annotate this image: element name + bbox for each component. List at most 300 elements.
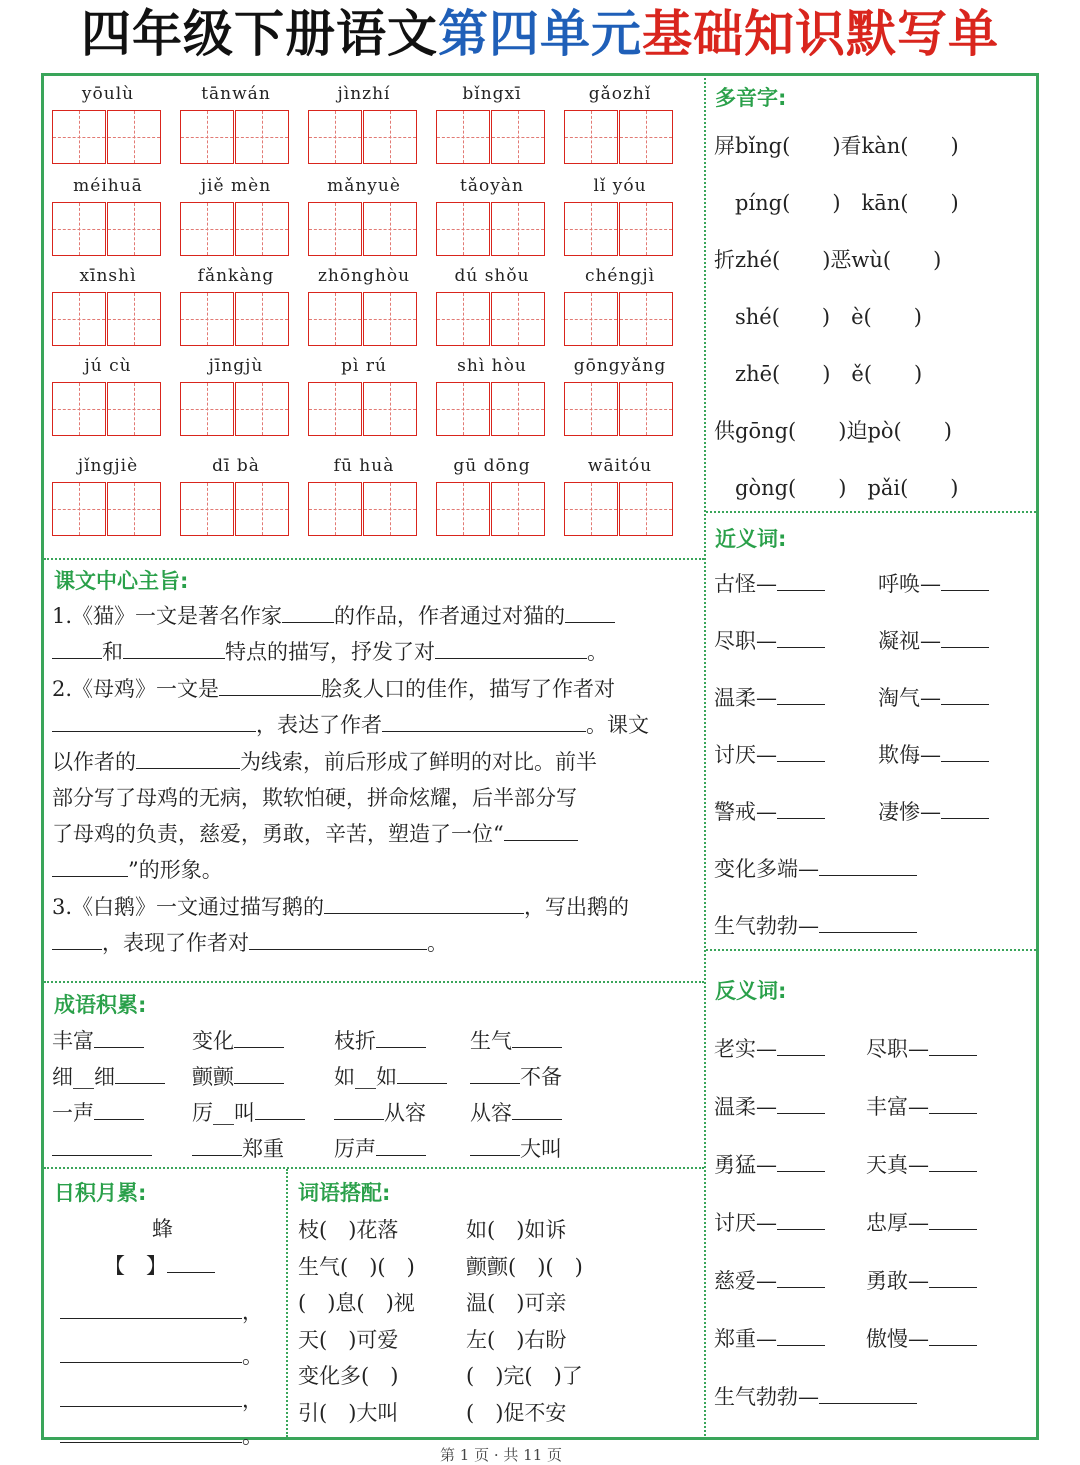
fanyi-item bbox=[714, 1265, 825, 1295]
blank[interactable] bbox=[929, 1265, 977, 1288]
writing-box[interactable] bbox=[619, 202, 673, 256]
chengyu-item bbox=[334, 1025, 426, 1055]
writing-box[interactable] bbox=[619, 110, 673, 164]
chengyu-word: 不备 bbox=[520, 1065, 562, 1089]
text: 。 bbox=[587, 640, 608, 664]
pinyin-text: mǎnyuè bbox=[327, 176, 401, 196]
writing-box[interactable] bbox=[491, 382, 545, 436]
text: 了母鸡的负责，慈爱，勇敢，辛苦，塑造了一位“ bbox=[52, 822, 504, 846]
writing-box[interactable] bbox=[180, 292, 234, 346]
blank[interactable] bbox=[819, 853, 917, 876]
writing-box[interactable] bbox=[436, 202, 490, 256]
blank[interactable] bbox=[929, 1033, 977, 1056]
blank[interactable] bbox=[777, 1091, 825, 1114]
section-divider bbox=[44, 1167, 704, 1169]
jinyi-word: 凝视— bbox=[878, 629, 941, 653]
blank[interactable] bbox=[52, 1133, 152, 1156]
writing-box[interactable] bbox=[107, 382, 161, 436]
kewen-line bbox=[52, 598, 615, 634]
blank[interactable] bbox=[470, 1133, 520, 1156]
dapei-item: 左( )右盼 bbox=[466, 1327, 567, 1352]
fanyi-word: 勇猛— bbox=[714, 1153, 777, 1177]
pinyin-text: jú cù bbox=[84, 356, 132, 376]
kewen-line: 部分写了母鸡的无病，欺软怕硬，拼命炫耀，后半部分写 bbox=[52, 786, 577, 810]
jinyi-word: 警戒— bbox=[714, 800, 777, 824]
writing-box[interactable] bbox=[491, 292, 545, 346]
fanyi-item bbox=[866, 1207, 977, 1237]
chengyu-word: 生气 bbox=[470, 1029, 512, 1053]
jinyi-word: 变化多端— bbox=[714, 857, 819, 881]
duoyin-heading: 多音字: bbox=[715, 86, 787, 110]
pinyin-text: zhōnghòu bbox=[317, 266, 411, 286]
fanyi-word: 老实— bbox=[714, 1037, 777, 1061]
chengyu-item bbox=[470, 1133, 562, 1163]
writing-box[interactable] bbox=[564, 382, 618, 436]
dapei-heading: 词语搭配: bbox=[298, 1181, 391, 1205]
writing-box[interactable] bbox=[52, 482, 106, 536]
duoyin-line: shé( ) è( ) bbox=[714, 305, 922, 329]
chengyu-item bbox=[52, 1097, 144, 1127]
riji-heading: 日积月累: bbox=[54, 1181, 147, 1205]
pinyin-text: chéngjì bbox=[584, 266, 656, 286]
dapei-item: 变化多( ) bbox=[298, 1364, 399, 1388]
jinyi-item bbox=[714, 568, 825, 598]
pinyin-text: shì hòu bbox=[457, 356, 527, 376]
blank[interactable] bbox=[219, 673, 321, 696]
fanyi-word: 天真— bbox=[866, 1153, 929, 1177]
pinyin-cell bbox=[308, 84, 420, 142]
kewen-heading: 课文中心主旨: bbox=[54, 569, 189, 593]
kewen-line bbox=[52, 634, 608, 670]
jinyi-word: 讨厌— bbox=[714, 743, 777, 767]
writing-box[interactable] bbox=[107, 202, 161, 256]
dapei-item: 天( )可爱 bbox=[298, 1327, 399, 1352]
writing-box[interactable] bbox=[363, 382, 417, 436]
jinyi-item bbox=[714, 739, 825, 769]
pinyin-text: tānwán bbox=[201, 84, 271, 104]
pinyin-text: jǐngjiè bbox=[77, 456, 139, 476]
writing-box[interactable] bbox=[107, 482, 161, 536]
jinyi-item bbox=[714, 796, 825, 826]
text: 1.《猫》一文是著名作家 bbox=[52, 604, 283, 628]
page-footer: 第 1 页 · 共 11 页 bbox=[440, 1446, 563, 1464]
writing-box[interactable] bbox=[363, 110, 417, 164]
pinyin-text: xīnshì bbox=[79, 266, 137, 286]
blank[interactable] bbox=[929, 1323, 977, 1346]
pinyin-cell bbox=[308, 176, 420, 234]
blank[interactable] bbox=[504, 818, 578, 841]
pinyin-cell bbox=[564, 84, 676, 142]
writing-box[interactable] bbox=[235, 292, 289, 346]
writing-box[interactable] bbox=[235, 202, 289, 256]
dapei-item: 引( )大叫 bbox=[298, 1400, 399, 1425]
duoyin-line: zhē( ) ě( ) bbox=[714, 362, 923, 386]
fanyi-item bbox=[866, 1265, 977, 1295]
chengyu-item bbox=[470, 1097, 562, 1127]
jinyi-word: 淘气— bbox=[878, 686, 941, 710]
pinyin-cell bbox=[180, 356, 292, 414]
bracket: 【 】 bbox=[104, 1254, 167, 1278]
blank[interactable] bbox=[52, 927, 102, 950]
kewen-line bbox=[52, 744, 597, 780]
writing-box[interactable] bbox=[52, 110, 106, 164]
pinyin-text: méihuā bbox=[73, 176, 143, 196]
blank[interactable] bbox=[777, 568, 825, 591]
fanyi-heading: 反义词: bbox=[715, 979, 787, 1003]
pinyin-cell bbox=[308, 266, 420, 324]
jinyi-item bbox=[878, 682, 989, 712]
pinyin-cell bbox=[52, 356, 164, 414]
writing-box[interactable] bbox=[363, 292, 417, 346]
pinyin-cell bbox=[180, 456, 292, 514]
text: 特点的描写，抒发了对 bbox=[225, 640, 435, 664]
pinyin-text: fǎnkàng bbox=[197, 266, 275, 286]
writing-box[interactable] bbox=[436, 292, 490, 346]
dapei-item: 枝( )花落 bbox=[298, 1218, 399, 1242]
fanyi-item bbox=[866, 1149, 977, 1179]
fanyi-item bbox=[714, 1033, 825, 1063]
pinyin-cell bbox=[52, 456, 164, 514]
writing-box[interactable] bbox=[308, 110, 362, 164]
writing-box[interactable] bbox=[180, 482, 234, 536]
kewen-line bbox=[52, 852, 223, 888]
pinyin-text: bǐngxī bbox=[462, 84, 522, 104]
blank[interactable] bbox=[192, 1133, 242, 1156]
dapei-item: 生气( )( ) bbox=[298, 1254, 415, 1279]
pinyin-cell bbox=[564, 356, 676, 414]
section-divider bbox=[706, 949, 1036, 951]
chengyu-word: 一声 bbox=[52, 1101, 94, 1125]
title-part-sheet: 基础知识默写单 bbox=[642, 5, 999, 63]
fanyi-word: 忠厚— bbox=[866, 1211, 929, 1235]
page-title bbox=[0, 0, 1080, 72]
pinyin-text: yōulù bbox=[81, 84, 135, 104]
blank[interactable] bbox=[941, 682, 989, 705]
blank[interactable] bbox=[397, 1061, 447, 1084]
blank[interactable] bbox=[929, 1091, 977, 1114]
text: 和 bbox=[102, 640, 123, 664]
blank[interactable] bbox=[565, 600, 615, 623]
blank[interactable] bbox=[941, 796, 989, 819]
jinyi-item bbox=[878, 625, 989, 655]
text: 。 bbox=[427, 931, 448, 955]
chengyu-word: 枝折 bbox=[334, 1029, 376, 1053]
fanyi-item bbox=[714, 1381, 917, 1411]
writing-box[interactable] bbox=[235, 482, 289, 536]
pinyin-cell bbox=[436, 356, 548, 414]
jinyi-item bbox=[714, 853, 917, 883]
writing-box[interactable] bbox=[52, 292, 106, 346]
pinyin-text: gōngyǎng bbox=[573, 356, 667, 376]
pinyin-text: dī bà bbox=[212, 456, 260, 476]
writing-box[interactable] bbox=[107, 292, 161, 346]
jinyi-item bbox=[714, 910, 917, 940]
fanyi-word: 讨厌— bbox=[714, 1211, 777, 1235]
blank[interactable] bbox=[777, 1265, 825, 1288]
blank[interactable] bbox=[435, 636, 587, 659]
blank[interactable] bbox=[929, 1149, 977, 1172]
blank[interactable] bbox=[777, 1323, 825, 1346]
text: 3.《白鹅》一文通过描写鹅的 bbox=[52, 895, 325, 919]
writing-box[interactable] bbox=[436, 382, 490, 436]
fanyi-word: 勇敢— bbox=[866, 1269, 929, 1293]
writing-box[interactable] bbox=[564, 482, 618, 536]
blank[interactable] bbox=[60, 1384, 242, 1407]
poem-line: 。 bbox=[60, 1340, 263, 1370]
blank[interactable] bbox=[60, 1420, 242, 1443]
kewen-line bbox=[52, 816, 578, 852]
writing-box[interactable] bbox=[619, 292, 673, 346]
pinyin-cell bbox=[180, 176, 292, 234]
blank[interactable] bbox=[115, 1061, 165, 1084]
pinyin-cell bbox=[436, 456, 548, 514]
writing-box[interactable] bbox=[308, 482, 362, 536]
pinyin-text: jīngjù bbox=[208, 356, 264, 376]
pinyin-text: wāitóu bbox=[587, 456, 653, 476]
chengyu-word: 变化 bbox=[192, 1029, 234, 1053]
writing-box[interactable] bbox=[180, 110, 234, 164]
pinyin-cell bbox=[308, 456, 420, 514]
writing-box[interactable] bbox=[564, 202, 618, 256]
pinyin-cell bbox=[564, 456, 676, 514]
text: ，写出鹅的 bbox=[524, 895, 630, 919]
fanyi-word: 傲慢— bbox=[866, 1327, 929, 1351]
poem-line: ， bbox=[60, 1384, 263, 1414]
writing-box[interactable] bbox=[491, 202, 545, 256]
fanyi-word: 温柔— bbox=[714, 1095, 777, 1119]
blank[interactable] bbox=[777, 625, 825, 648]
blank[interactable] bbox=[234, 1061, 284, 1084]
jinyi-word: 尽职— bbox=[714, 629, 777, 653]
duoyin-line: 屏bǐng( )看kàn( ) bbox=[714, 134, 959, 158]
text: ”的形象。 bbox=[128, 858, 223, 882]
blank[interactable] bbox=[941, 739, 989, 762]
text: 为线索，前后形成了鲜明的对比。前半 bbox=[240, 750, 597, 774]
chengyu-item bbox=[192, 1061, 284, 1091]
fanyi-item bbox=[714, 1323, 825, 1353]
title-part-unit: 第四单元 bbox=[438, 5, 642, 63]
blank[interactable] bbox=[512, 1025, 562, 1048]
fanyi-item bbox=[866, 1323, 977, 1353]
text: ，表现了作者对 bbox=[102, 931, 249, 955]
pinyin-text: jiě mèn bbox=[200, 176, 272, 196]
blank[interactable] bbox=[777, 796, 825, 819]
blank[interactable] bbox=[470, 1061, 520, 1084]
text: 脍炙人口的佳作，描写了作者对 bbox=[321, 677, 616, 701]
pinyin-text: jìnzhí bbox=[337, 84, 391, 104]
pinyin-text: tǎoyàn bbox=[460, 176, 524, 196]
fanyi-word: 生气勃勃— bbox=[714, 1385, 819, 1409]
fanyi-word: 丰富— bbox=[866, 1095, 929, 1119]
writing-box[interactable] bbox=[180, 202, 234, 256]
pinyin-cell bbox=[52, 266, 164, 324]
blank[interactable] bbox=[136, 746, 240, 769]
writing-box[interactable] bbox=[308, 382, 362, 436]
chengyu-word: 厉声 bbox=[334, 1137, 376, 1161]
blank[interactable] bbox=[777, 1033, 825, 1056]
jinyi-word: 温柔— bbox=[714, 686, 777, 710]
writing-box[interactable] bbox=[564, 292, 618, 346]
blank[interactable] bbox=[334, 1097, 384, 1120]
jinyi-word: 呼唤— bbox=[878, 572, 941, 596]
pinyin-text: lǐ yóu bbox=[593, 176, 647, 196]
writing-box[interactable] bbox=[491, 482, 545, 536]
blank[interactable] bbox=[249, 927, 427, 950]
blank[interactable] bbox=[512, 1097, 562, 1120]
chengyu-item bbox=[52, 1025, 144, 1055]
duoyin-line: gòng( ) pǎi( ) bbox=[714, 476, 959, 500]
pinyin-text: pì rú bbox=[341, 356, 387, 376]
blank[interactable] bbox=[376, 1025, 426, 1048]
dapei-item: ( )促不安 bbox=[466, 1400, 567, 1425]
poem-line: ， bbox=[60, 1296, 263, 1326]
section-divider bbox=[706, 511, 1036, 513]
blank[interactable] bbox=[941, 625, 989, 648]
jinyi-item bbox=[714, 625, 825, 655]
chengyu-word: 细__细 bbox=[52, 1065, 115, 1089]
blank[interactable] bbox=[60, 1296, 242, 1319]
text: 的作品，作者通过对猫的 bbox=[334, 604, 566, 628]
pinyin-cell bbox=[52, 176, 164, 234]
blank[interactable] bbox=[324, 891, 524, 914]
blank[interactable] bbox=[282, 600, 334, 623]
blank[interactable] bbox=[777, 1207, 825, 1230]
kewen-line bbox=[52, 925, 448, 961]
jinyi-item bbox=[878, 568, 989, 598]
chengyu-item bbox=[192, 1097, 305, 1127]
pinyin-cell bbox=[436, 266, 548, 324]
dapei-item: ( )完( )了 bbox=[466, 1364, 583, 1388]
pinyin-text: fū huà bbox=[333, 456, 395, 476]
blank[interactable] bbox=[777, 682, 825, 705]
jinyi-item bbox=[878, 796, 989, 826]
dapei-item: 温( )可亲 bbox=[466, 1291, 567, 1315]
chengyu-word: 从容 bbox=[384, 1101, 426, 1125]
column-divider bbox=[704, 73, 706, 1440]
pinyin-text: gǎozhǐ bbox=[588, 84, 652, 104]
chengyu-item bbox=[470, 1061, 562, 1091]
poem-line: 。 bbox=[60, 1420, 263, 1450]
blank[interactable] bbox=[234, 1025, 284, 1048]
writing-box[interactable] bbox=[619, 382, 673, 436]
writing-box[interactable] bbox=[564, 110, 618, 164]
writing-box[interactable] bbox=[436, 482, 490, 536]
blank[interactable] bbox=[94, 1025, 144, 1048]
jinyi-heading: 近义词: bbox=[715, 527, 787, 551]
writing-box[interactable] bbox=[52, 202, 106, 256]
column-divider bbox=[286, 1169, 288, 1437]
chengyu-item bbox=[52, 1061, 165, 1091]
pinyin-text: dú shǒu bbox=[454, 266, 530, 286]
blank[interactable] bbox=[52, 636, 102, 659]
pinyin-cell bbox=[436, 176, 548, 234]
chengyu-heading: 成语积累: bbox=[54, 993, 147, 1017]
fanyi-word: 郑重— bbox=[714, 1327, 777, 1351]
duoyin-line: píng( ) kān( ) bbox=[714, 191, 959, 215]
blank[interactable] bbox=[382, 709, 586, 732]
writing-box[interactable] bbox=[308, 202, 362, 256]
poem-title: 蜂 bbox=[152, 1217, 173, 1241]
writing-box[interactable] bbox=[235, 382, 289, 436]
writing-box[interactable] bbox=[308, 292, 362, 346]
jinyi-item bbox=[714, 682, 825, 712]
pinyin-cell bbox=[564, 266, 676, 324]
blank[interactable] bbox=[52, 854, 128, 877]
blank[interactable] bbox=[52, 709, 256, 732]
blank[interactable] bbox=[777, 739, 825, 762]
writing-box[interactable] bbox=[436, 110, 490, 164]
writing-box[interactable] bbox=[363, 482, 417, 536]
blank[interactable] bbox=[94, 1097, 144, 1120]
fanyi-item bbox=[866, 1091, 977, 1121]
blank[interactable] bbox=[123, 636, 225, 659]
writing-box[interactable] bbox=[491, 110, 545, 164]
chengyu-word: 大叫 bbox=[520, 1137, 562, 1161]
duoyin-line: 折zhé( )恶wù( ) bbox=[714, 248, 942, 272]
writing-box[interactable] bbox=[619, 482, 673, 536]
chengyu-word: 丰富 bbox=[52, 1029, 94, 1053]
chengyu-item bbox=[334, 1061, 447, 1091]
dapei-item: 如( )如诉 bbox=[466, 1218, 567, 1242]
blank[interactable] bbox=[255, 1097, 305, 1120]
pinyin-cell bbox=[564, 176, 676, 234]
blank[interactable] bbox=[941, 568, 989, 591]
writing-box[interactable] bbox=[363, 202, 417, 256]
chengyu-word: 如__如 bbox=[334, 1065, 397, 1089]
chengyu-item bbox=[334, 1133, 426, 1163]
chengyu-word: 颤颤 bbox=[192, 1065, 234, 1089]
pinyin-cell bbox=[308, 356, 420, 414]
text: 。课文 bbox=[586, 713, 649, 737]
blank[interactable] bbox=[819, 1381, 917, 1404]
blank[interactable] bbox=[777, 1149, 825, 1172]
section-divider bbox=[44, 981, 704, 983]
jinyi-word: 凄惨— bbox=[878, 800, 941, 824]
kewen-line bbox=[52, 707, 649, 743]
chengyu-item bbox=[470, 1025, 562, 1055]
writing-box[interactable] bbox=[107, 110, 161, 164]
jinyi-word: 欺侮— bbox=[878, 743, 941, 767]
kewen-line bbox=[52, 889, 629, 925]
blank[interactable] bbox=[929, 1207, 977, 1230]
jinyi-word: 古怪— bbox=[714, 572, 777, 596]
chengyu-word: 厉__叫 bbox=[192, 1101, 255, 1125]
fanyi-item bbox=[714, 1149, 825, 1179]
blank[interactable] bbox=[167, 1250, 215, 1273]
poem-author bbox=[104, 1250, 215, 1280]
text: 以作者的 bbox=[52, 750, 136, 774]
text: ，表达了作者 bbox=[256, 713, 382, 737]
duoyin-line: 供gōng( )迫pò( ) bbox=[714, 419, 952, 443]
writing-box[interactable] bbox=[52, 382, 106, 436]
writing-box[interactable] bbox=[235, 110, 289, 164]
pinyin-cell bbox=[52, 84, 164, 142]
chengyu-word: 郑重 bbox=[242, 1137, 284, 1161]
pinyin-cell bbox=[180, 266, 292, 324]
title-part-grade: 四年级下册语文 bbox=[81, 5, 438, 63]
pinyin-text: gū dōng bbox=[453, 456, 531, 476]
blank[interactable] bbox=[376, 1133, 426, 1156]
blank[interactable] bbox=[60, 1340, 242, 1363]
writing-box[interactable] bbox=[180, 382, 234, 436]
fanyi-word: 尽职— bbox=[866, 1037, 929, 1061]
jinyi-item bbox=[878, 739, 989, 769]
jinyi-word: 生气勃勃— bbox=[714, 914, 819, 938]
blank[interactable] bbox=[819, 910, 917, 933]
fanyi-item bbox=[866, 1033, 977, 1063]
pinyin-cell bbox=[180, 84, 292, 142]
fanyi-word: 慈爱— bbox=[714, 1269, 777, 1293]
